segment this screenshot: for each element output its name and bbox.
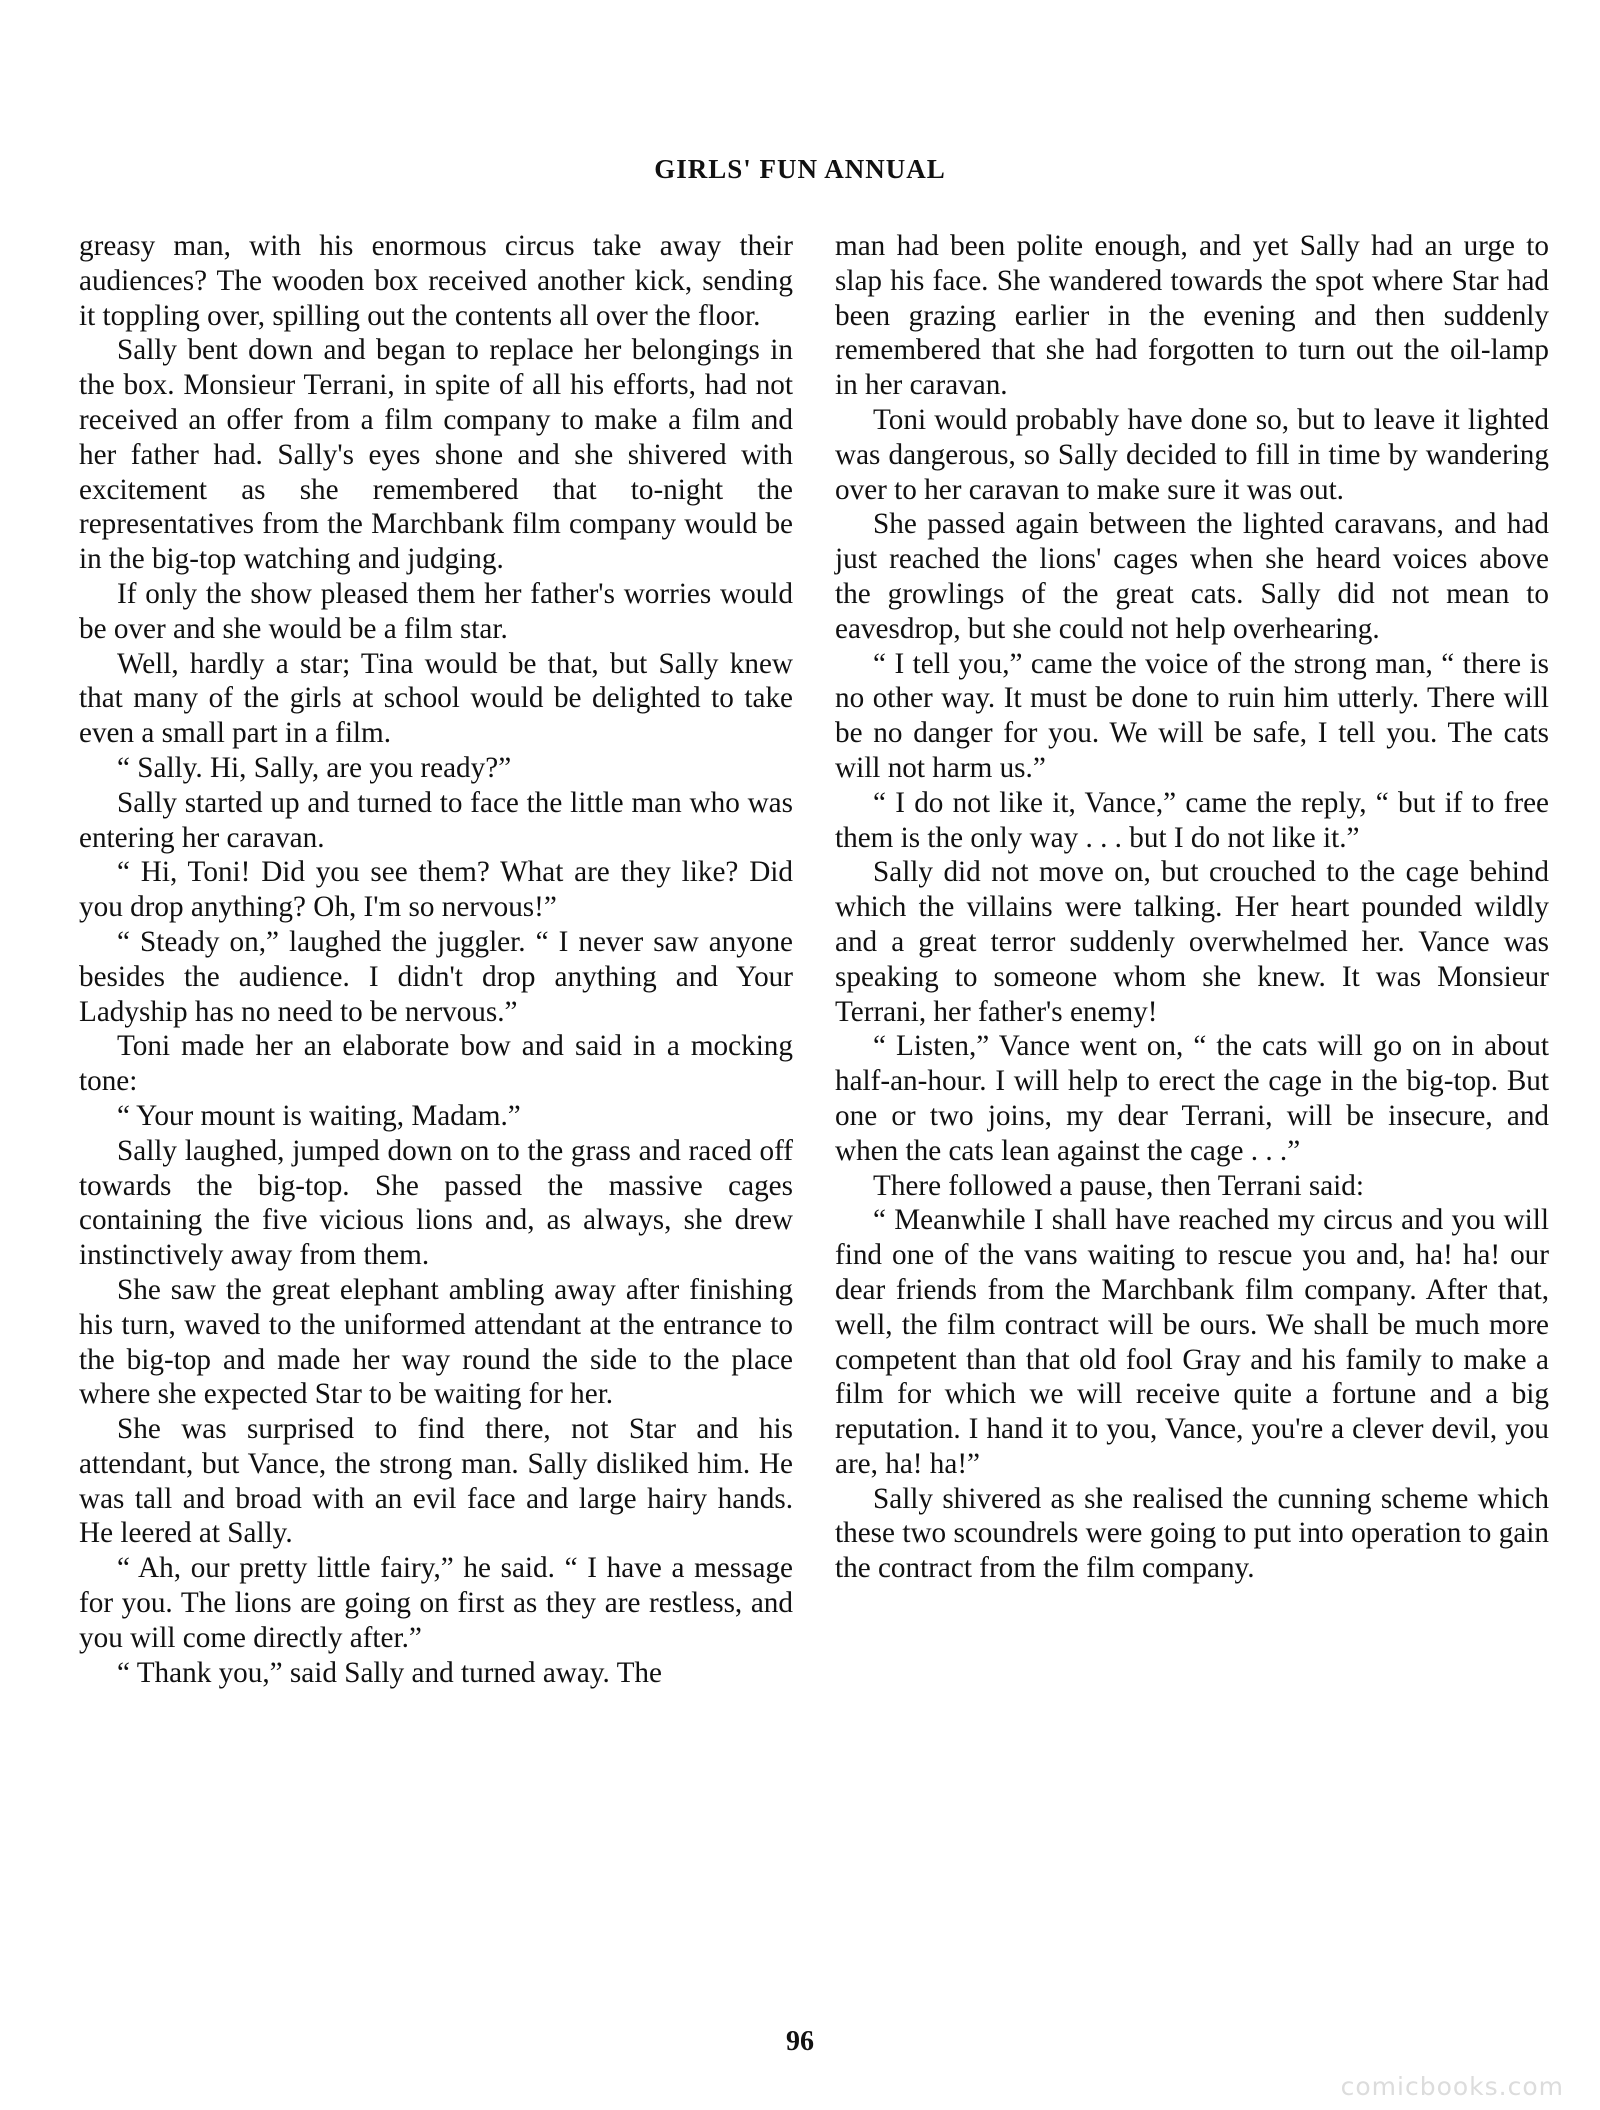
paragraph: “ I do not like it, Vance,” came the reply, “ but if to free them is the only way . . . but I do not like it.” [835,786,1549,854]
paragraph: Toni made her an elaborate bow and said in a mocking tone: [79,1030,793,1098]
paragraph: Toni would probably have done so, but to leave it lighted was dangerous, so Sally decided to fill in time by wandering over to her caravan to make sure it was out. [835,403,1549,506]
running-head: GIRLS' FUN ANNUAL [654,154,946,184]
paragraph: “ Thank you,” said Sally and turned away. The [117,1656,662,1689]
paragraph: Well, hardly a star; Tina would be that, but Sally knew that many of the girls at school would be delighted to take even a small part in a film. [79,647,793,750]
paragraph: “ Listen,” Vance went on, “ the cats will go on in about half-an-hour. I will help to erect the cage in the big-top. But one or two joins, my dear Terrani, will be insecure, and when the cats lean against the cage . . .” [835,1030,1549,1167]
page-number: 96 [786,2026,814,2057]
paragraph: Sally started up and turned to face the little man who was entering her caravan. [79,786,793,854]
paragraph: greasy man, with his enormous circus take away their audiences? The wooden box received another kick, sending it toppling over, spilling out the contents all over the floor. [79,230,793,332]
paragraph: “ I tell you,” came the voice of the strong man, “ there is no other way. It must be done to ruin him utterly. There will be no danger for you. We will be safe, I tell you. The cats will not harm us.” [835,647,1549,784]
left-column [79,229,793,1690]
paragraph: “ Meanwhile I shall have reached my circus and you will find one of the vans waiting to rescue you and, ha! ha! our dear friends from the Marchbank film company. After that, well, the film contract will be ours. We shall be much more competent than that old fool Gray and his family to make a film for which we will receive quite a fortune and a big reputation. I hand it to you, Vance, you're a clever devil, you are, ha! ha!” [835,1204,1549,1480]
paragraph: She was surprised to find there, not Star and his attendant, but Vance, the strong man. Sally disliked him. He was tall and broad with an evil face and large hairy hands. He leered at Sally. [79,1413,793,1550]
right-column [835,229,1549,1586]
paragraph: She passed again between the lighted caravans, and had just reached the lions' cages when she heard voices above the growlings of the great cats. Sally did not mean to eavesdrop, but she could not help overhearing. [835,508,1549,645]
paragraph: Sally bent down and began to replace her belongings in the box. Monsieur Terrani, in spite of all his efforts, had not received an offer from a film company to make a film and her father had. Sally's eyes shone and she shivered with excitement as she remembered that to-night the representatives from the Marchbank film company would be in the big-top watching and judging. [79,334,793,576]
paragraph: There followed a pause, then Terrani said: [873,1169,1364,1202]
paragraph: man had been polite enough, and yet Sally had an urge to slap his face. She wandered towards the spot where Star had been grazing earlier in the evening and then suddenly remembered that she had forgotten to turn out the oil-lamp in her caravan. [835,230,1549,402]
paragraph: “ Your mount is waiting, Madam.” [117,1099,521,1132]
paragraph: “ Steady on,” laughed the juggler. “ I never saw anyone besides the audience. I didn't drop anything and Your Ladyship has no need to be nervous.” [79,925,793,1028]
paragraph: Sally shivered as she realised the cunning scheme which these two scoundrels were going to put into operation to gain the contract from the film company. [835,1482,1549,1585]
paragraph: Sally did not move on, but crouched to the cage behind which the villains were talking. Her heart pounded wildly and a great terror suddenly overwhelmed her. Vance was speaking to someone whom she knew. It was Monsieur Terrani, her father's enemy! [835,856,1549,1028]
paragraph: She saw the great elephant ambling away after finishing his turn, waved to the uniformed attendant at the entrance to the big-top and made her way round the side to the place where she expected Star to be waiting for her. [79,1273,793,1411]
watermark: comicbooks.com [1340,2072,1564,2101]
paragraph: Sally laughed, jumped down on to the grass and raced off towards the big-top. She passed the massive cages containing the five vicious lions and, as always, she drew instinctively away from them. [79,1134,793,1272]
paragraph: If only the show pleased them her father's worries would be over and she would be a film star. [79,577,793,645]
paragraph: “ Hi, Toni! Did you see them? What are they like? Did you drop anything? Oh, I'm so nervous!” [79,856,793,924]
paragraph: “ Ah, our pretty little fairy,” he said. “ I have a message for you. The lions are going on first as they are restless, and you will come directly after.” [79,1552,793,1654]
paragraph: “ Sally. Hi, Sally, are you ready?” [117,751,512,784]
